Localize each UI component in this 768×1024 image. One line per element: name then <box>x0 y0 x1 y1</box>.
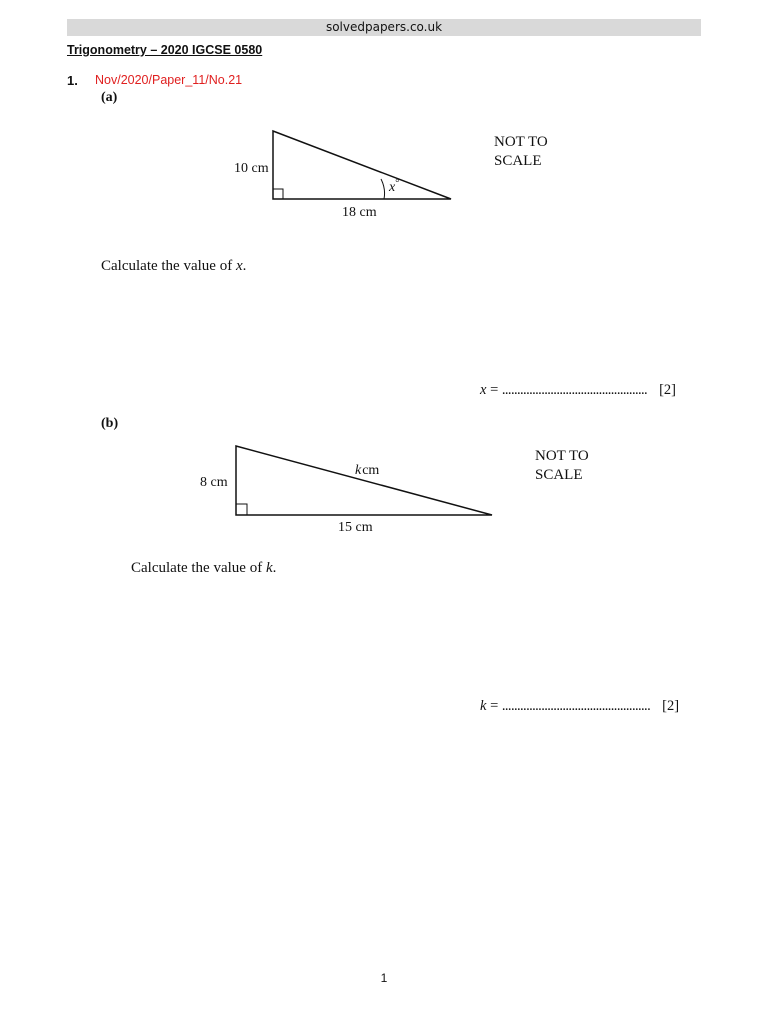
right-angle-marker-b <box>236 504 247 515</box>
answer-b-equals: = <box>486 698 502 714</box>
marks-a: [2] <box>659 382 676 398</box>
triangle-b-figure <box>195 440 505 540</box>
document-title: Trigonometry – 2020 IGCSE 0580 <box>67 43 263 57</box>
height-label-a: 10 cm <box>234 161 269 176</box>
right-angle-marker-a <box>273 189 283 199</box>
not-to-scale-b-line2: SCALE <box>535 467 583 483</box>
not-to-scale-a <box>494 133 548 171</box>
part-a-label: (a) <box>101 90 118 105</box>
not-to-scale-b <box>535 447 589 485</box>
prompt-b <box>131 560 276 577</box>
prompt-a-variable: x <box>235 258 243 274</box>
base-label-b: 15 cm <box>338 520 373 535</box>
answer-a-variable: x <box>480 382 487 398</box>
question-number: 1. <box>67 73 78 88</box>
site-header: solvedpapers.co.uk <box>67 19 701 36</box>
prompt-b-end: . <box>272 560 277 576</box>
not-to-scale-b-line1: NOT TO <box>535 448 589 464</box>
question-reference: Nov/2020/Paper_11/No.21 <box>95 73 243 87</box>
height-label-b: 8 cm <box>200 475 228 490</box>
marks-b: [2] <box>662 698 680 714</box>
hyp-label-b: kcm <box>355 463 380 478</box>
answer-line-b <box>480 698 679 715</box>
angle-arc-a <box>381 179 385 199</box>
prompt-b-variable: k <box>265 560 273 576</box>
page-number: 1 <box>380 971 388 985</box>
triangle-b <box>236 446 492 515</box>
triangle-a-figure <box>225 125 465 225</box>
angle-label-a: x° <box>389 178 400 195</box>
prompt-a-text: Calculate the value of <box>101 258 236 274</box>
not-to-scale-a-line2: SCALE <box>494 153 542 169</box>
prompt-a-end: . <box>242 258 247 274</box>
part-b-label: (b) <box>101 416 119 431</box>
triangle-a <box>273 131 451 199</box>
answer-b-blank[interactable]: ................................................. <box>501 698 651 714</box>
answer-line-a <box>480 382 676 399</box>
not-to-scale-a-line1: NOT TO <box>494 134 548 150</box>
base-label-a: 18 cm <box>342 205 377 220</box>
prompt-b-text: Calculate the value of <box>131 560 266 576</box>
answer-b-variable: k <box>480 698 487 714</box>
answer-a-blank[interactable]: ................................................ <box>501 382 648 398</box>
prompt-a <box>101 258 246 275</box>
answer-a-equals: = <box>486 382 502 398</box>
